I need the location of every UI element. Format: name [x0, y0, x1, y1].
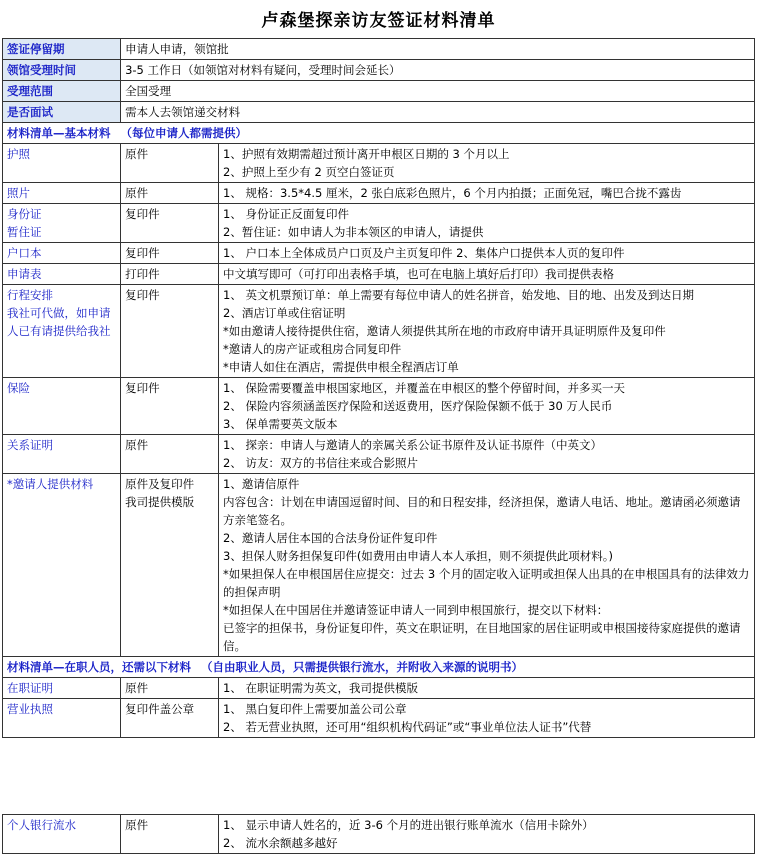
employed-items — [3, 678, 755, 738]
section-header-basic — [3, 123, 755, 144]
material-type — [121, 474, 219, 657]
material-details — [219, 699, 755, 738]
cell-line: *申请人如住在酒店，需提供申根全程酒店订单 — [223, 360, 459, 374]
material-name — [3, 378, 121, 435]
cell-line: 1、 黑白复印件上需要加盖公司公章 — [223, 702, 407, 716]
cell-line: 复印件 — [125, 246, 160, 260]
bank-table — [2, 814, 755, 854]
cell-line: 关系证明 — [7, 438, 53, 452]
material-name — [3, 204, 121, 243]
material-name — [3, 144, 121, 183]
material-details — [219, 435, 755, 474]
cell-line: 1、 在职证明需为英文，我司提供模版 — [223, 681, 418, 695]
cell-line: 原件 — [125, 438, 149, 452]
material-name — [3, 815, 121, 854]
section-hint: （每位申请人都需提供） — [120, 126, 247, 140]
basic-items — [3, 144, 755, 657]
material-row — [3, 183, 755, 204]
cell-line: 原件及复印件 — [125, 477, 195, 491]
material-name — [3, 264, 121, 285]
cell-line: 1、 身份证正反面复印件 — [223, 207, 349, 221]
material-row — [3, 264, 755, 285]
material-details — [219, 285, 755, 378]
cell-line: 户口本 — [7, 246, 42, 260]
material-type — [121, 264, 219, 285]
material-details — [219, 815, 755, 854]
cell-line: 2、 流水余额越多越好 — [223, 836, 338, 850]
material-details — [219, 474, 755, 657]
cell-line: 中文填写即可（可打印出表格手填，也可在电脑上填好后打印）我司提供表格 — [223, 267, 614, 281]
material-name — [3, 699, 121, 738]
material-type — [121, 435, 219, 474]
cell-line: 1、 规格：3.5*4.5 厘米，2 张白底彩色照片，6 个月内拍摄；正面免冠，嘴巴合拢不露齿 — [223, 186, 682, 200]
material-row — [3, 285, 755, 378]
bank-items — [3, 815, 755, 854]
cell-line: 1、 显示申请人姓名的，近 3-6 个月的进出银行账单流水（信用卡除外） — [223, 818, 594, 832]
cell-line: 2、酒店订单或住宿证明 — [223, 306, 346, 320]
material-details — [219, 243, 755, 264]
cell-line: 申请表 — [7, 267, 42, 281]
cell-line: 复印件 — [125, 207, 160, 221]
cell-line: 保险 — [7, 381, 30, 395]
cell-line: 原件 — [125, 818, 149, 832]
material-row — [3, 243, 755, 264]
cell-line: 已签字的担保书，身份证复印件，英文在职证明，在目地国家的居住证明或申根国接待家庭提供的邀请信。 — [223, 621, 741, 653]
cell-line: 原件 — [125, 186, 149, 200]
cell-line: 复印件 — [125, 381, 160, 395]
material-name — [3, 243, 121, 264]
cell-line: *邀请人提供材料 — [7, 477, 94, 491]
cell-line: 复印件 — [125, 288, 160, 302]
table-gap — [2, 803, 755, 813]
cell-line: 3、 保单需要英文版本 — [223, 417, 338, 431]
cell-line: 在职证明 — [7, 681, 53, 695]
page-title: 卢森堡探亲访友签证材料清单 — [261, 11, 496, 31]
material-row — [3, 678, 755, 699]
material-type — [121, 678, 219, 699]
info-label: 签证停留期 — [3, 39, 121, 60]
cell-line: 1、护照有效期需超过预计离开申根区日期的 3 个月以上 — [223, 147, 510, 161]
material-details — [219, 378, 755, 435]
cell-line: 暂住证 — [7, 225, 42, 239]
cell-line: 2、 若无营业执照，还可用“组织机构代码证”或“事业单位法人证书”代替 — [223, 720, 592, 734]
section-hint: （自由职业人员，只需提供银行流水，并附收入来源的说明书） — [201, 660, 523, 674]
cell-line: 照片 — [7, 186, 30, 200]
material-type — [121, 144, 219, 183]
cell-line: 2、护照上至少有 2 页空白签证页 — [223, 165, 395, 179]
cell-line: 1、 英文机票预订单：单上需要有每位申请人的姓名拼音，始发地、目的地、出发及到达日期 — [223, 288, 694, 302]
material-row — [3, 378, 755, 435]
material-name — [3, 285, 121, 378]
cell-line: *如担保人在中国居住并邀请签证申请人一同到申根国旅行，提交以下材料： — [223, 603, 609, 617]
material-type — [121, 285, 219, 378]
material-type — [121, 183, 219, 204]
material-name — [3, 678, 121, 699]
info-value: 3-5 工作日（如领馆对材料有疑问，受理时间会延长） — [121, 60, 755, 81]
material-type — [121, 378, 219, 435]
material-name — [3, 183, 121, 204]
material-details — [219, 678, 755, 699]
material-details — [219, 264, 755, 285]
cell-line: 2、暂住证：如申请人为非本领区的申请人，请提供 — [223, 225, 484, 239]
info-row — [3, 102, 755, 123]
info-row — [3, 39, 755, 60]
cell-line: 内容包含：计划在申请国逗留时间、目的和日程安排，经济担保，邀请人电话、地址。邀请函必须邀请方亲笔签名。 — [223, 495, 741, 527]
material-details — [219, 144, 755, 183]
cell-line: 打印件 — [125, 267, 160, 281]
info-label: 是否面试 — [3, 102, 121, 123]
material-row — [3, 144, 755, 183]
cell-line: 原件 — [125, 147, 149, 161]
material-type — [121, 204, 219, 243]
info-row — [3, 60, 755, 81]
info-label: 受理范围 — [3, 81, 121, 102]
material-row — [3, 435, 755, 474]
cell-line: 身份证 — [7, 207, 42, 221]
material-row — [3, 204, 755, 243]
info-label: 领馆受理时间 — [3, 60, 121, 81]
cell-line: 2、邀请人居住本国的合法身份证件复印件 — [223, 531, 438, 545]
cell-line: 原件 — [125, 681, 149, 695]
cell-line: 人已有请提供给我社 — [7, 324, 111, 338]
section-label: 材料清单—在职人员，还需以下材料 — [7, 660, 191, 674]
cell-line: *邀请人的房产证或租房合同复印件 — [223, 342, 402, 356]
cell-line: 2、 保险内容须涵盖医疗保险和送返费用，医疗保险保额不低于 30 万人民币 — [223, 399, 613, 413]
cell-line: 我社可代做，如申请 — [7, 306, 111, 320]
material-row — [3, 699, 755, 738]
section-header-employed — [3, 657, 755, 678]
cell-line: 2、 访友：双方的书信往来或合影照片 — [223, 456, 418, 470]
info-value: 申请人申请，领馆批 — [121, 39, 755, 60]
cell-line: 我司提供模版 — [125, 495, 195, 509]
material-type — [121, 815, 219, 854]
cell-line: 个人银行流水 — [7, 818, 76, 832]
cell-line: 1、邀请信原件 — [223, 477, 300, 491]
cell-line: *如由邀请人接待提供住宿，邀请人须提供其所在地的市政府申请开具证明原件及复印件 — [223, 324, 666, 338]
material-type — [121, 699, 219, 738]
material-type — [121, 243, 219, 264]
cell-line: 行程安排 — [7, 288, 53, 302]
info-value: 需本人去领馆递交材料 — [121, 102, 755, 123]
cell-line: 营业执照 — [7, 702, 53, 716]
material-name — [3, 474, 121, 657]
section-label: 材料清单—基本材料 — [7, 126, 111, 140]
material-row — [3, 815, 755, 854]
material-details — [219, 204, 755, 243]
cell-line: 3、担保人财务担保复印件(如费用由申请人本人承担，则不须提供此项材料。) — [223, 549, 614, 563]
cell-line: 1、 保险需要覆盖申根国家地区，并覆盖在申根区的整个停留时间，并多买一天 — [223, 381, 625, 395]
cell-line: *如果担保人在申根国居住应提交：过去 3 个月的固定收入证明或担保人出具的在申根国具有的法律效力的担保声明 — [223, 567, 750, 599]
info-row — [3, 81, 755, 102]
info-value: 全国受理 — [121, 81, 755, 102]
cell-line: 1、 户口本上全体成员户口页及户主页复印件 2、集体户口提供本人页的复印件 — [223, 246, 625, 260]
cell-line: 1、 探亲：申请人与邀请人的亲属关系公证书原件及认证书原件（中英文） — [223, 438, 602, 452]
checklist-table — [2, 38, 755, 738]
material-row — [3, 474, 755, 657]
cell-line: 护照 — [7, 147, 30, 161]
material-details — [219, 183, 755, 204]
cell-line: 复印件盖公章 — [125, 702, 195, 716]
material-name — [3, 435, 121, 474]
